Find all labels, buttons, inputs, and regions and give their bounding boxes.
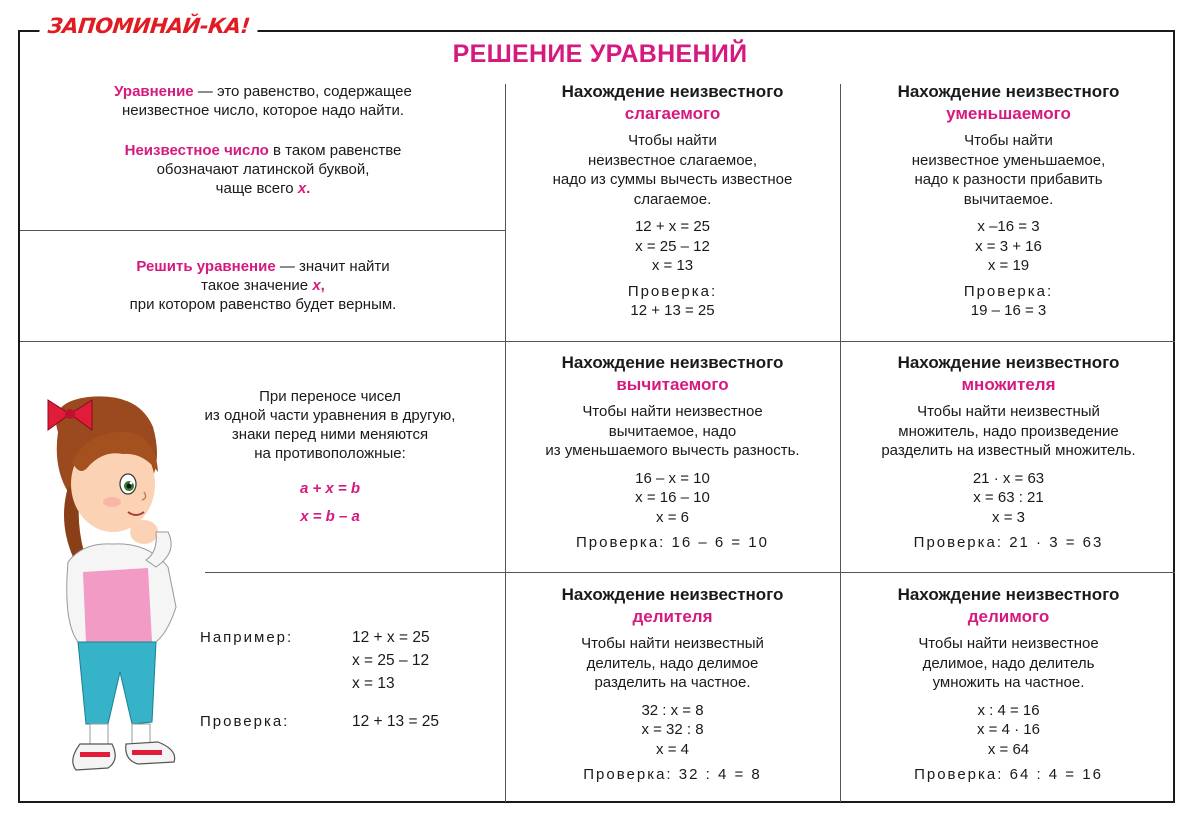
card-addend: Нахождение неизвестного слагаемого Чтобы найти неизвестное слагаемое, надо из суммы вычесть известное слагаемое. 12 + x = 25 x = 25 – 12 x = 13 Проверка: 12 + 13 = 25 [552,82,793,319]
example-label: Например: [200,629,294,646]
divider-vertical-2 [840,84,841,802]
page-title: РЕШЕНИЕ УРАВНЕНИЙ [452,40,748,68]
term-unknown-number: Неизвестное число [124,142,269,159]
card-divisor: Нахождение неизвестного делителя Чтобы найти неизвестный делитель, надо делимое разделить на частное. 32 : x = 8 x = 32 : 8 x = 4 Проверка: 32 : 4 = 8 [561,585,784,783]
example-check: 12 + 13 = 25 [352,713,440,730]
transfer-formula-2: x = b – a [300,508,360,525]
example-equations: 12 + x = 25 x = 25 – 12 x = 13 [352,629,430,692]
divider-vertical-1 [505,84,506,802]
definition-equation: Уравнение — это равенство, содержащее неизвестное число, которое надо найти. [114,83,412,119]
divider-row-2 [205,572,1175,573]
transfer-formula-1: a + x = b [299,480,361,497]
term-solve-equation: Решить уравнение [136,258,276,275]
card-subtrahend: Нахождение неизвестного вычитаемого Чтобы найти неизвестное вычитаемое, надо из уменьшаемого вычесть разность. 16 – x = 10 x = 16 – 10 x = 6 Проверка: 16 – 6 = 10 [545,353,800,551]
card-multiplier: Нахождение неизвестного множителя Чтобы найти неизвестный множитель, надо произведение разделить на известный множитель. 21 · x = 63 x = 63 : 21 x = 3 Проверка: 21 · 3 = 63 [881,353,1136,551]
example-check-label: Проверка: [200,713,290,730]
term-equation: Уравнение [114,83,194,100]
remember-badge: ЗАПОМИНАЙ-КА! [39,14,259,38]
card-minuend: Нахождение неизвестного уменьшаемого Чтобы найти неизвестное уменьшаемое, надо к разности прибавить вычитаемое. x –16 = 3 x = 3 + 16 x = 19 Проверка: 19 – 16 = 3 [897,82,1120,319]
definition-unknown: Неизвестное число в таком равенстве обозначают латинской буквой, чаще всего x. [124,142,402,197]
girl-illustration [28,392,198,787]
definition-solve: Решить уравнение — значит найти такое значение x, при котором равенство будет верным. [129,258,397,313]
divider-row-1 [20,341,1175,342]
transfer-rule: При переносе чисел из одной части уравнения в другую, знаки перед ними меняются на противоположные: a + x = b x = b – a [160,387,500,526]
card-dividend: Нахождение неизвестного делимого Чтобы найти неизвестное делимое, надо делитель умножить на частное. x : 4 = 16 x = 4 · 16 x = 64 Проверка: 64 : 4 = 16 [897,585,1120,783]
divider-left-mid [20,230,505,231]
